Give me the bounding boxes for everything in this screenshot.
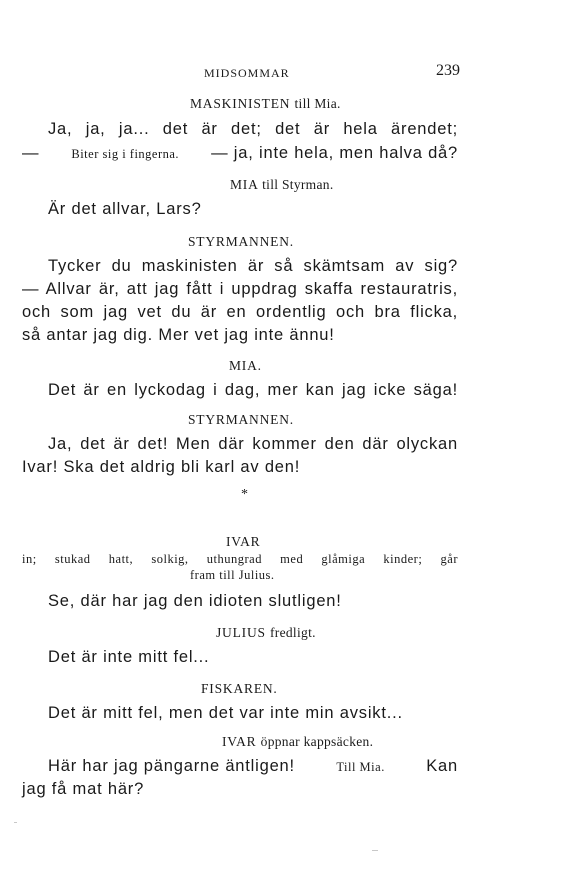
speaker-heading: STYRMANNEN. xyxy=(188,412,294,427)
dialogue-line: Ja, det är det! Men där kommer den där olyckan xyxy=(48,435,458,453)
stage-direction: fredligt. xyxy=(270,625,316,640)
speaker-heading xyxy=(230,177,334,193)
stage-direction: till Mia. xyxy=(294,96,341,111)
speaker-heading: MIA. xyxy=(229,358,262,373)
speaker-heading xyxy=(222,734,373,750)
dialogue-line: Se, där har jag den idioten slutligen! xyxy=(48,592,342,610)
dialogue-line: Är det allvar, Lars? xyxy=(48,200,202,218)
stage-direction: till Styrman. xyxy=(262,177,334,192)
page-number: 239 xyxy=(436,62,460,79)
speaker-heading xyxy=(216,625,316,641)
dialogue-line-mixed xyxy=(48,757,458,776)
speaker-name: MASKINISTEN xyxy=(190,96,291,111)
dialogue-line: Tycker du maskinisten är så skämtsam av sig? xyxy=(48,257,458,275)
dialogue-line-mixed xyxy=(22,144,458,163)
dash: — xyxy=(22,144,40,162)
stage-direction-line: fram till Julius. xyxy=(190,568,275,582)
speaker-heading: STYRMANNEN. xyxy=(188,234,294,249)
dialogue-line: Ja, ja, ja... det är det; det är hela ärendet; xyxy=(48,120,458,138)
dialogue-line: — Allvar är, att jag fått i uppdrag skaffa restauratris, xyxy=(22,280,458,298)
stage-direction-line: in; stukad hatt, solkig, uthungrad med glåmiga kinder; går xyxy=(22,552,458,566)
speaker-name: MIA xyxy=(230,177,258,192)
dialogue-fragment: Kan xyxy=(426,757,458,775)
section-separator: * xyxy=(241,487,248,502)
dialogue-line: jag få mat här? xyxy=(22,780,145,798)
dialogue-fragment: — ja, inte hela, men halva då? xyxy=(211,144,458,162)
dialogue-line: Ivar! Ska det aldrig bli karl av den! xyxy=(22,458,301,476)
dialogue-line: och som jag vet du är en ordentlig och bra flicka, xyxy=(22,303,458,321)
running-head: MIDSOMMAR xyxy=(204,66,290,80)
dialogue-line: så antar jag dig. Mer vet jag inte ännu! xyxy=(22,326,335,344)
dialogue-line: Det är inte mitt fel... xyxy=(48,648,210,666)
speaker-heading: FISKAREN. xyxy=(201,681,278,696)
speaker-heading: IVAR xyxy=(226,534,261,549)
dialogue-fragment: Här har jag pängarne äntligen! xyxy=(48,757,295,775)
stage-direction: öppnar kappsäcken. xyxy=(260,734,374,749)
inline-stage-direction: Biter sig i fingerna. xyxy=(71,147,180,161)
speaker-name: JULIUS xyxy=(216,625,266,640)
speaker-heading xyxy=(190,96,341,112)
inline-stage-direction: Till Mia. xyxy=(336,760,385,774)
dialogue-line: Det är en lyckodag i dag, mer kan jag icke säga! xyxy=(48,381,458,399)
dialogue-line: Det är mitt fel, men det var inte min avsikt... xyxy=(48,704,403,722)
scan-speck xyxy=(372,850,378,851)
speaker-name: IVAR xyxy=(222,734,257,749)
scan-speck xyxy=(14,822,17,823)
